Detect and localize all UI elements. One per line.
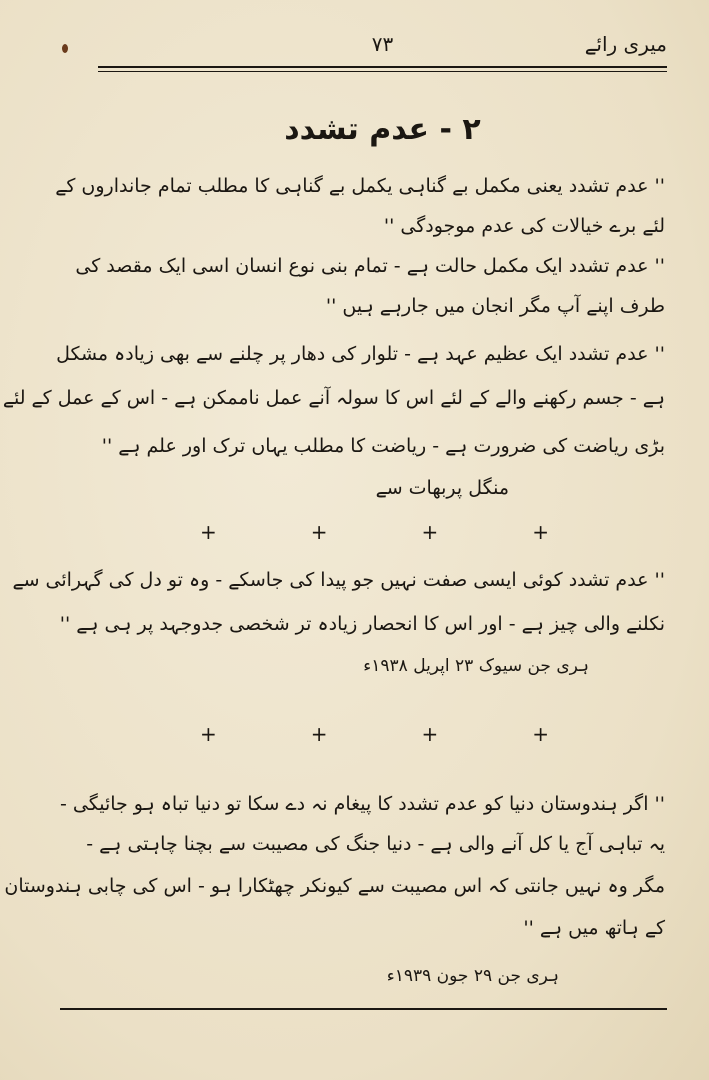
header-rule-thin [98, 71, 667, 72]
footer-rule [60, 1008, 667, 1010]
paragraph-line: '' عدم تشدد ایک مکمل حالت ہے - تمام بنی نوع انسان اسی ایک مقصد کی [75, 255, 665, 277]
section-separator [200, 722, 549, 746]
paragraph-line: نکلنے والی چیز ہے - اور اس کا انحصار زیادہ تر شخصی جدوجہد پر ہی ہے '' [59, 613, 665, 635]
paragraph-line: لئے برے خیالات کی عدم موجودگی '' [383, 215, 665, 237]
paragraph-line: کے ہاتھ میں ہے '' [523, 917, 665, 939]
paragraph-line: '' عدم تشدد یعنی مکمل بے گناہی یکمل بے گناہی کا مطلب تمام جانداروں کے [55, 175, 665, 197]
page-header [98, 28, 667, 68]
separator-mark: + [200, 722, 217, 746]
paragraph-line: '' عدم تشدد کوئی ایسی صفت نہیں جو پیدا کی جاسکے - وہ تو دل کی گہرائی سے [12, 569, 665, 591]
section-heading: ۲ - عدم تشدد [284, 112, 481, 147]
header-rule [98, 66, 667, 68]
paragraph-line: طرف اپنے آپ مگر انجان میں جارہے ہیں '' [325, 295, 665, 317]
paragraph-line: '' اگر ہندوستان دنیا کو عدم تشدد کا پیغام نہ دے سکا تو دنیا تباہ ہو جائیگی - [59, 793, 665, 815]
paragraph-line: یہ تباہی آج یا کل آنے والی ہے - دنیا جنگ کی مصیبت سے بچنا چاہتی ہے - [86, 833, 665, 855]
running-title: میری رائے [584, 32, 667, 56]
page-number: ۷۳ [371, 32, 394, 56]
paragraph-line: مگر وہ نہیں جانتی کہ اس مصیبت سے کیونکر چھٹکارا ہو - اس کی چابی ہندوستان [4, 875, 665, 897]
separator-mark: + [310, 520, 328, 544]
source-attribution: ہری جن سیوک ۲۳ اپریل ۱۹۳۸ء [363, 656, 589, 676]
paragraph-line: بڑی ریاضت کی ضرورت ہے - ریاضت کا مطلب یہاں ترک اور علم ہے '' [101, 435, 665, 457]
separator-mark: + [532, 520, 549, 544]
separator-mark: + [421, 722, 439, 746]
paragraph-line: '' عدم تشدد ایک عظیم عہد ہے - تلوار کی دھار پر چلنے سے بھی زیادہ مشکل [56, 343, 665, 365]
separator-mark: + [421, 520, 439, 544]
section-separator [200, 520, 549, 544]
separator-mark: + [532, 722, 549, 746]
ink-spot [62, 44, 68, 53]
separator-mark: + [200, 520, 217, 544]
separator-mark: + [310, 722, 328, 746]
source-attribution: منگل پربھات سے [375, 477, 509, 499]
paragraph-line: ہے - جسم رکھنے والے کے لئے اس کا سولہ آنے عمل ناممکن ہے - اس کے عمل کے لئے [2, 387, 665, 409]
source-attribution: ہری جن ۲۹ جون ۱۹۳۹ء [386, 966, 559, 986]
